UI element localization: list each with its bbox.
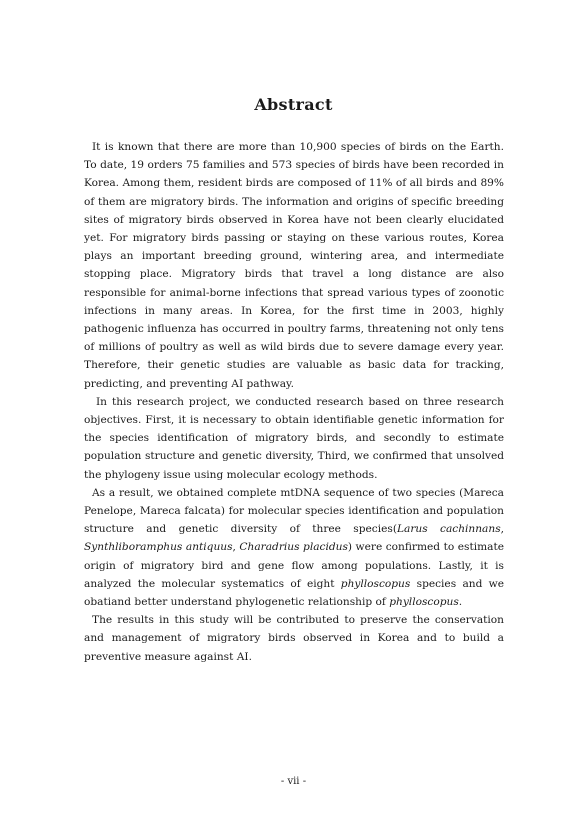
text-run: The results in this study will be contributed to preserve the conservation and management of migratory birds observed in Korea and to build a preventive measure against AI. (84, 614, 504, 663)
text-run: It is known that there are more than 10,900 species of birds on the Earth. To date, 19 orders 75 families and 573 species of birds have been recorded in Korea. Among them, resident birds are composed of 11% of all birds and 89% of them are migratory birds. The information and origins of specific breeding sites of migratory birds observed in Korea have not been clearly elucidated yet. For migratory birds passing or staying on these various routes, Korea plays an important breeding ground, wintering area, and intermediate stopping place. Migratory birds that travel a long distance are also responsible for animal-borne infections that spread various types of zoonotic infections in many areas. In Korea, for the first time in 2003, highly pathogenic influenza has occurred in poultry farms, threatening not only tens of millions of poultry as well as wild birds due to severe damage every year. Therefore, their genetic studies are valuable as basic data for tracking, predicting, and preventing AI pathway. (84, 141, 504, 390)
species-name: phylloscopus (389, 596, 459, 609)
species-name: Charadrius placidus (239, 541, 348, 554)
species-name: phylloscopus (340, 577, 411, 590)
abstract-paragraph-4 (84, 611, 504, 666)
species-name: Larus cachinnans (396, 523, 501, 536)
text-run: , (232, 541, 240, 554)
abstract-paragraph-1 (84, 138, 504, 393)
abstract-body (84, 138, 504, 666)
text-run: , (500, 523, 504, 536)
abstract-paragraph-3 (84, 484, 504, 611)
page-title: Abstract (254, 95, 333, 114)
text-run: As a result, we obtained complete mtDNA sequence of two species (Mareca Penelope, Mareca falcata) for molecular species identification and population structure and genetic diversity of three species( (84, 486, 504, 536)
text-run: In this research project, we conducted research based on three research objectives. First, it is necessary to obtain identifiable genetic information for the species identification of migratory birds, and secondly to estimate population structure and genetic diversity, Third, we confirmed that unsolved the phylogeny issue using molecular ecology methods. (84, 395, 504, 481)
abstract-paragraph-2 (84, 393, 504, 484)
text-run: species and we obatiand better understand phylogenetic relationship of (84, 577, 504, 609)
text-run: . (458, 596, 463, 609)
species-name: Synthliboramphus antiquus (84, 541, 233, 554)
page-number: - vii - (280, 776, 307, 787)
text-run: ) were confirmed to estimate origin of migratory bird and gene flow among populations. Lastly, it is analyzed the molecular systematics of eight (84, 541, 504, 590)
